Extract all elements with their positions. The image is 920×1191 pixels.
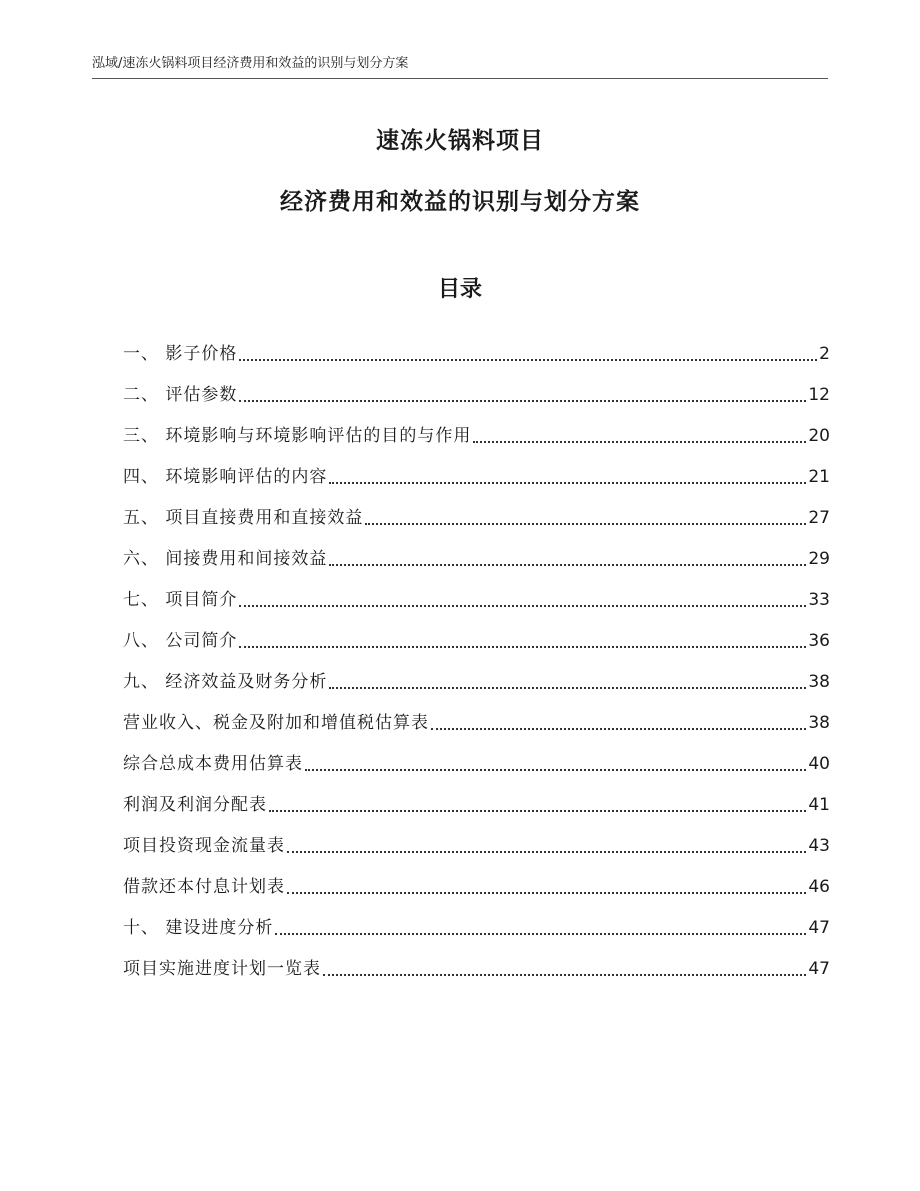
toc-leader-dots xyxy=(431,710,806,730)
toc-entry[interactable] xyxy=(123,323,830,364)
toc-leader-dots xyxy=(365,505,806,525)
toc-entry-page: 2 xyxy=(819,344,830,364)
toc-entry-page: 40 xyxy=(808,754,830,774)
toc-entry-page: 36 xyxy=(808,631,830,651)
toc-entry-label: 八、 公司简介 xyxy=(123,631,238,651)
document-title-line-2: 经济费用和效益的识别与划分方案 xyxy=(280,189,640,215)
toc-entry[interactable] xyxy=(123,692,830,733)
running-header: 泓域/速冻火锅料项目经济费用和效益的识别与划分方案 xyxy=(92,52,828,79)
toc-entry[interactable] xyxy=(123,733,830,774)
toc-entry-page: 38 xyxy=(808,713,830,733)
toc-leader-dots xyxy=(329,464,806,484)
toc-entry-label: 三、 环境影响与环境影响评估的目的与作用 xyxy=(123,426,472,446)
toc-leader-dots xyxy=(239,382,806,402)
toc-entry-label: 项目实施进度计划一览表 xyxy=(123,959,321,979)
toc-entry-label: 项目投资现金流量表 xyxy=(123,836,285,856)
toc-entry-label: 利润及利润分配表 xyxy=(123,795,267,815)
toc-entry[interactable] xyxy=(123,446,830,487)
toc-leader-dots xyxy=(239,628,806,648)
toc-entry-label: 一、 影子价格 xyxy=(123,344,238,364)
toc-entry-label: 七、 项目简介 xyxy=(123,590,238,610)
toc-entry[interactable] xyxy=(123,815,830,856)
toc-entry-page: 47 xyxy=(808,959,830,979)
toc-entry-label: 营业收入、税金及附加和增值税估算表 xyxy=(123,713,429,733)
toc-entry[interactable] xyxy=(123,528,830,569)
toc-entry-label: 五、 项目直接费用和直接效益 xyxy=(123,508,364,528)
toc-entry[interactable] xyxy=(123,938,830,979)
toc-entry-page: 27 xyxy=(808,508,830,528)
toc-entry[interactable] xyxy=(123,856,830,897)
toc-entry-page: 46 xyxy=(808,877,830,897)
toc-entry[interactable] xyxy=(123,774,830,815)
toc-entry-label: 借款还本付息计划表 xyxy=(123,877,285,897)
toc-entry-label: 四、 环境影响评估的内容 xyxy=(123,467,328,487)
toc-leader-dots xyxy=(287,833,806,853)
toc-entry-label: 九、 经济效益及财务分析 xyxy=(123,672,328,692)
toc-leader-dots xyxy=(329,669,806,689)
toc-entry-page: 47 xyxy=(808,918,830,938)
toc-entry[interactable] xyxy=(123,610,830,651)
toc-leader-dots xyxy=(287,874,806,894)
toc-leader-dots xyxy=(239,341,817,361)
toc-entry-page: 43 xyxy=(808,836,830,856)
table-of-contents xyxy=(123,323,830,979)
toc-entry[interactable] xyxy=(123,487,830,528)
toc-entry-page: 21 xyxy=(808,467,830,487)
toc-entry-page: 41 xyxy=(808,795,830,815)
toc-entry-page: 20 xyxy=(808,426,830,446)
toc-entry-page: 33 xyxy=(808,590,830,610)
toc-leader-dots xyxy=(473,423,806,443)
toc-leader-dots xyxy=(275,915,806,935)
toc-entry-page: 29 xyxy=(808,549,830,569)
toc-entry[interactable] xyxy=(123,364,830,405)
toc-leader-dots xyxy=(329,546,806,566)
toc-entry-page: 38 xyxy=(808,672,830,692)
toc-leader-dots xyxy=(305,751,806,771)
toc-entry-label: 六、 间接费用和间接效益 xyxy=(123,549,328,569)
toc-entry-label: 二、 评估参数 xyxy=(123,385,238,405)
toc-entry[interactable] xyxy=(123,405,830,446)
toc-heading: 目录 xyxy=(437,277,482,302)
toc-entry-label: 十、 建设进度分析 xyxy=(123,918,274,938)
toc-leader-dots xyxy=(323,956,806,976)
toc-entry-page: 12 xyxy=(808,385,830,405)
toc-entry[interactable] xyxy=(123,569,830,610)
document-title-line-1: 速冻火锅料项目 xyxy=(376,128,544,154)
toc-entry[interactable] xyxy=(123,897,830,938)
toc-entry-label: 综合总成本费用估算表 xyxy=(123,754,303,774)
toc-leader-dots xyxy=(239,587,806,607)
toc-entry[interactable] xyxy=(123,651,830,692)
toc-leader-dots xyxy=(269,792,806,812)
